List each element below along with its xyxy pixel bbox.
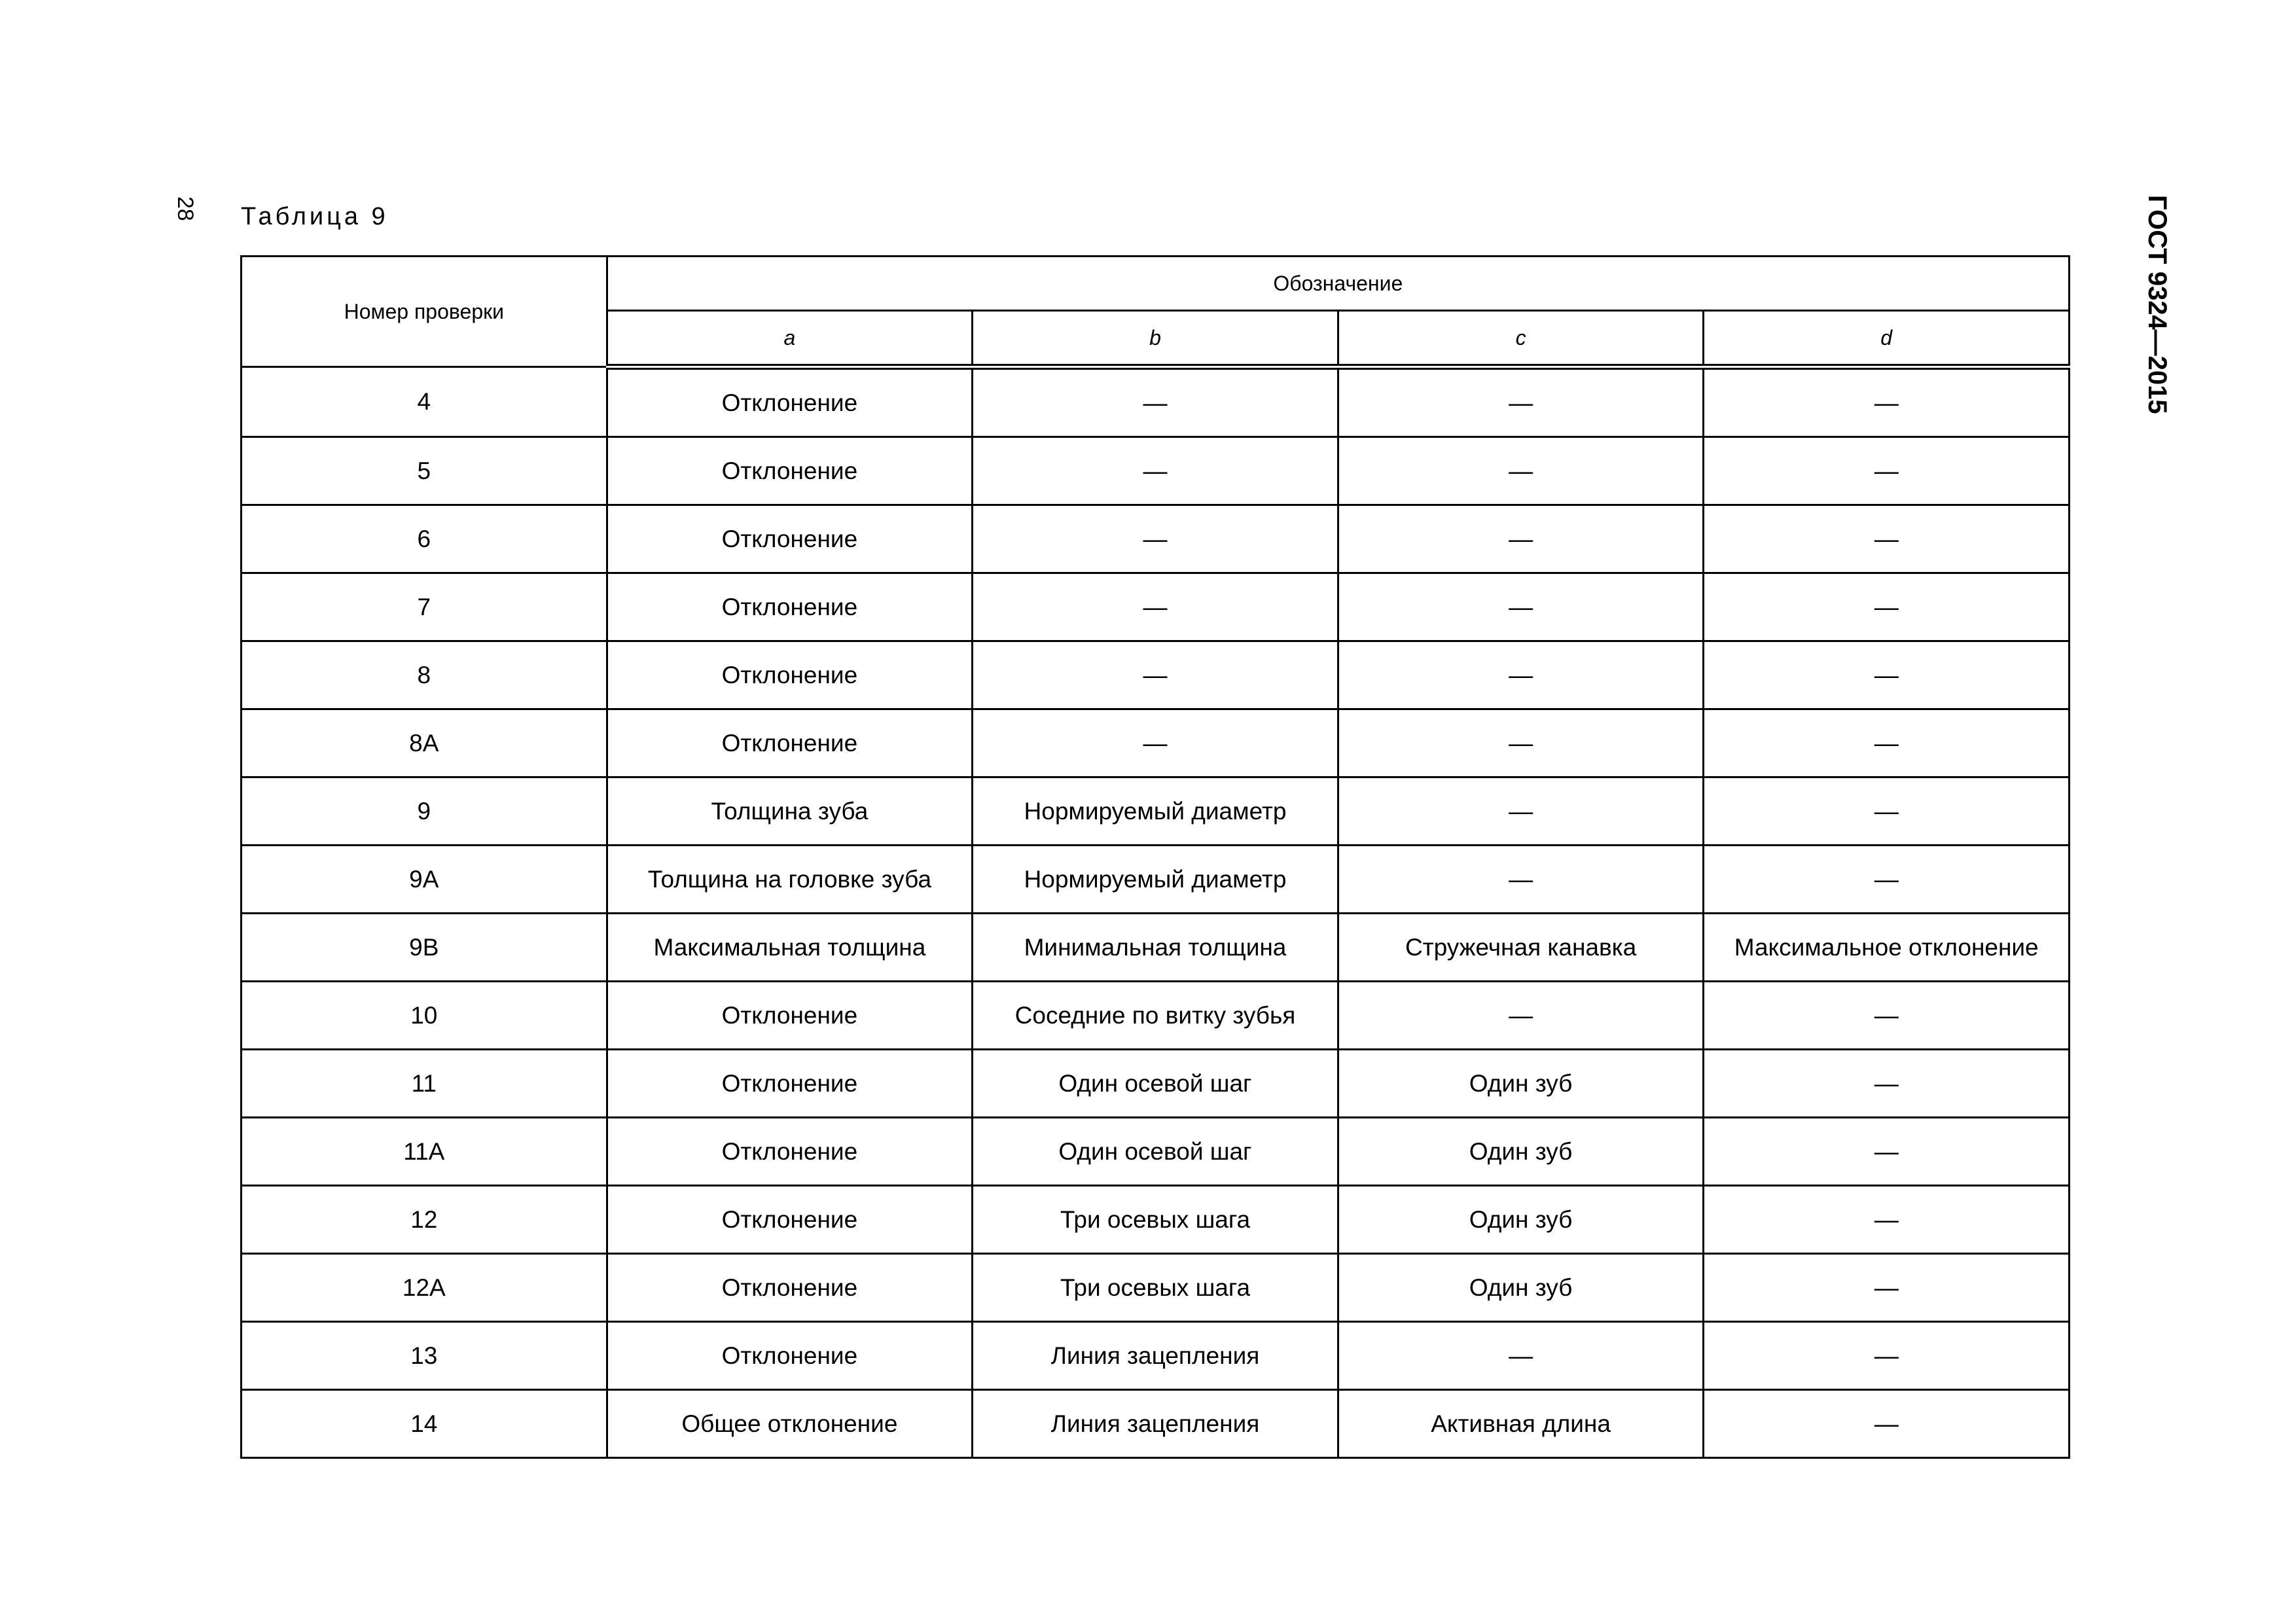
cell-b: Нормируемый диаметр bbox=[973, 777, 1338, 846]
cell-a: Общее отклонение bbox=[607, 1390, 973, 1458]
cell-c: Один зуб bbox=[1338, 1254, 1704, 1322]
cell-b: Линия зацепления bbox=[973, 1390, 1338, 1458]
cell-d: — bbox=[1704, 1254, 2070, 1322]
table-row bbox=[242, 367, 2070, 437]
cell-number: 14 bbox=[242, 1390, 607, 1458]
cell-c: Активная длина bbox=[1338, 1390, 1704, 1458]
cell-c: — bbox=[1338, 846, 1704, 914]
cell-number: 9A bbox=[242, 846, 607, 914]
cell-a: Отклонение bbox=[607, 1118, 973, 1186]
cell-b: — bbox=[973, 505, 1338, 573]
inspection-table bbox=[240, 255, 2070, 1459]
subcolumn-header-b: b bbox=[973, 311, 1338, 367]
cell-c: — bbox=[1338, 437, 1704, 505]
cell-a: Максимальная толщина bbox=[607, 914, 973, 982]
cell-d: — bbox=[1704, 1050, 2070, 1118]
cell-b: Один осевой шаг bbox=[973, 1118, 1338, 1186]
cell-b: — bbox=[973, 367, 1338, 437]
cell-a: Отклонение bbox=[607, 367, 973, 437]
cell-number: 12 bbox=[242, 1186, 607, 1254]
column-header-designation: Обозначение bbox=[607, 257, 2069, 311]
cell-c: — bbox=[1338, 367, 1704, 437]
table-row bbox=[242, 982, 2070, 1050]
cell-a: Отклонение bbox=[607, 505, 973, 573]
column-header-number: Номер проверки bbox=[242, 257, 607, 367]
table-row bbox=[242, 1050, 2070, 1118]
cell-number: 5 bbox=[242, 437, 607, 505]
cell-number: 11A bbox=[242, 1118, 607, 1186]
cell-d: — bbox=[1704, 1322, 2070, 1390]
cell-c: Стружечная канавка bbox=[1338, 914, 1704, 982]
cell-d: — bbox=[1704, 367, 2070, 437]
cell-d: — bbox=[1704, 846, 2070, 914]
cell-a: Отклонение bbox=[607, 1050, 973, 1118]
table-row bbox=[242, 777, 2070, 846]
cell-a: Отклонение bbox=[607, 1322, 973, 1390]
cell-d: — bbox=[1704, 709, 2070, 777]
cell-number: 9B bbox=[242, 914, 607, 982]
cell-a: Отклонение bbox=[607, 1254, 973, 1322]
cell-number: 8 bbox=[242, 641, 607, 709]
cell-b: Нормируемый диаметр bbox=[973, 846, 1338, 914]
subcolumn-header-d: d bbox=[1704, 311, 2070, 367]
cell-c: — bbox=[1338, 1322, 1704, 1390]
cell-c: Один зуб bbox=[1338, 1118, 1704, 1186]
table-row bbox=[242, 709, 2070, 777]
cell-d: — bbox=[1704, 1390, 2070, 1458]
page-number: 28 bbox=[173, 196, 198, 221]
table-row bbox=[242, 641, 2070, 709]
cell-c: — bbox=[1338, 573, 1704, 641]
cell-a: Отклонение bbox=[607, 641, 973, 709]
cell-number: 12A bbox=[242, 1254, 607, 1322]
cell-number: 8A bbox=[242, 709, 607, 777]
cell-number: 9 bbox=[242, 777, 607, 846]
cell-d: — bbox=[1704, 982, 2070, 1050]
cell-b: — bbox=[973, 709, 1338, 777]
table-row bbox=[242, 846, 2070, 914]
cell-a: Отклонение bbox=[607, 437, 973, 505]
cell-number: 4 bbox=[242, 367, 607, 437]
table-caption: Таблица 9 bbox=[241, 203, 389, 230]
cell-number: 11 bbox=[242, 1050, 607, 1118]
cell-a: Толщина зуба bbox=[607, 777, 973, 846]
cell-d: — bbox=[1704, 1118, 2070, 1186]
table-row bbox=[242, 1186, 2070, 1254]
cell-number: 7 bbox=[242, 573, 607, 641]
cell-c: Один зуб bbox=[1338, 1186, 1704, 1254]
cell-d: — bbox=[1704, 573, 2070, 641]
cell-c: — bbox=[1338, 709, 1704, 777]
cell-d: — bbox=[1704, 641, 2070, 709]
table-row bbox=[242, 1390, 2070, 1458]
cell-a: Отклонение bbox=[607, 1186, 973, 1254]
cell-d: Максимальное отклонение bbox=[1704, 914, 2070, 982]
table-row bbox=[242, 1254, 2070, 1322]
cell-c: Один зуб bbox=[1338, 1050, 1704, 1118]
cell-a: Отклонение bbox=[607, 709, 973, 777]
cell-c: — bbox=[1338, 777, 1704, 846]
cell-a: Отклонение bbox=[607, 573, 973, 641]
cell-b: Соседние по витку зубья bbox=[973, 982, 1338, 1050]
subcolumn-header-a: a bbox=[607, 311, 973, 367]
table-row bbox=[242, 914, 2070, 982]
cell-b: Три осевых шага bbox=[973, 1254, 1338, 1322]
cell-b: — bbox=[973, 437, 1338, 505]
document-code: ГОСТ 9324—2015 bbox=[2143, 195, 2172, 414]
cell-b: — bbox=[973, 641, 1338, 709]
cell-d: — bbox=[1704, 777, 2070, 846]
cell-c: — bbox=[1338, 505, 1704, 573]
table-row bbox=[242, 573, 2070, 641]
cell-b: — bbox=[973, 573, 1338, 641]
cell-a: Толщина на головке зуба bbox=[607, 846, 973, 914]
cell-number: 6 bbox=[242, 505, 607, 573]
cell-number: 13 bbox=[242, 1322, 607, 1390]
table-body bbox=[242, 367, 2070, 1458]
table-row bbox=[242, 1118, 2070, 1186]
table-row bbox=[242, 437, 2070, 505]
cell-d: — bbox=[1704, 505, 2070, 573]
cell-b: Три осевых шага bbox=[973, 1186, 1338, 1254]
cell-d: — bbox=[1704, 437, 2070, 505]
cell-b: Минимальная толщина bbox=[973, 914, 1338, 982]
cell-c: — bbox=[1338, 982, 1704, 1050]
cell-b: Один осевой шаг bbox=[973, 1050, 1338, 1118]
table-row bbox=[242, 505, 2070, 573]
cell-b: Линия зацепления bbox=[973, 1322, 1338, 1390]
cell-c: — bbox=[1338, 641, 1704, 709]
cell-number: 10 bbox=[242, 982, 607, 1050]
subcolumn-header-c: c bbox=[1338, 311, 1704, 367]
table-row bbox=[242, 1322, 2070, 1390]
cell-d: — bbox=[1704, 1186, 2070, 1254]
cell-a: Отклонение bbox=[607, 982, 973, 1050]
